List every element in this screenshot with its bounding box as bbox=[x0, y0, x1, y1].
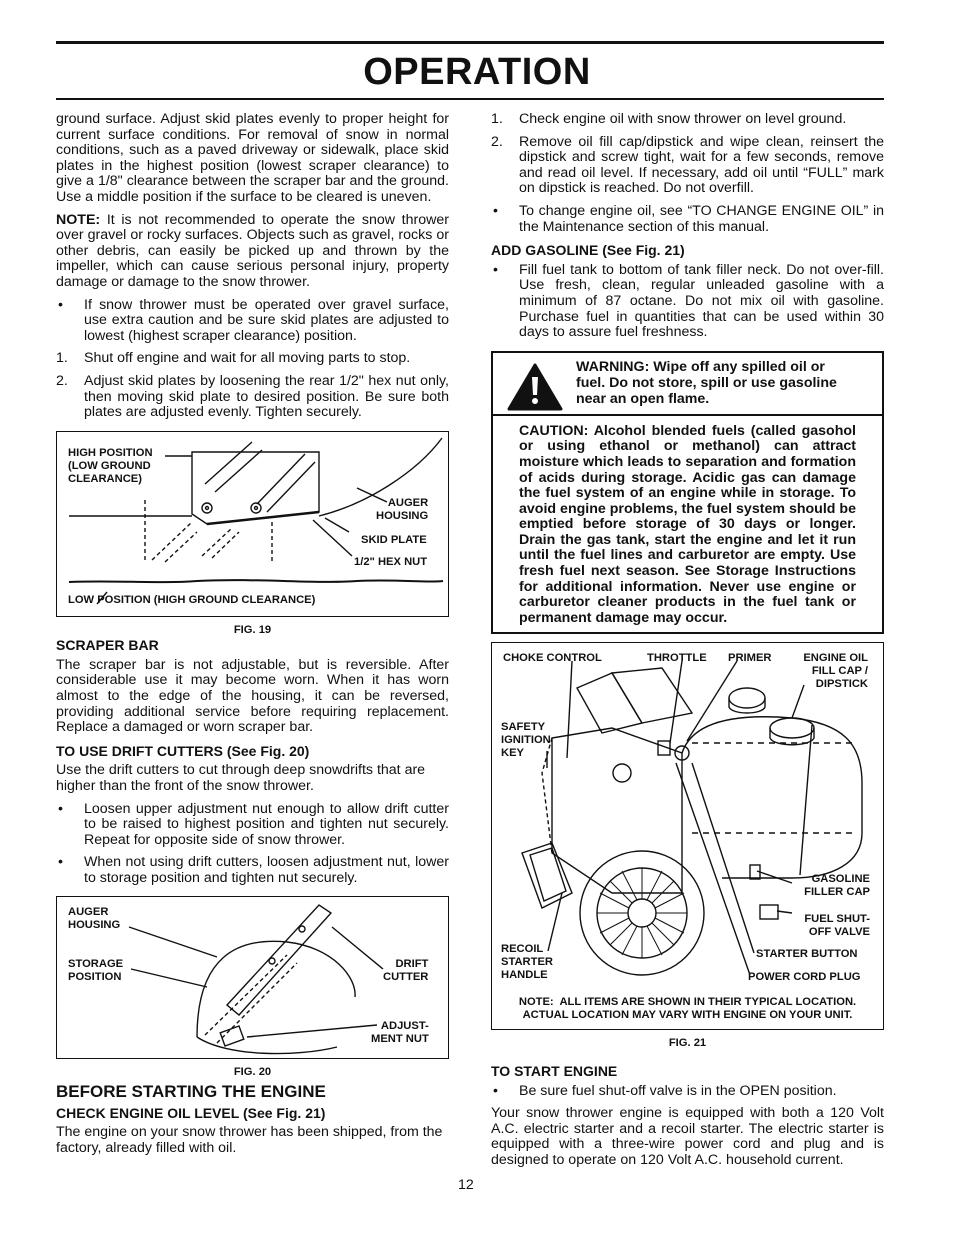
label-oil-fill-cap: ENGINE OIL FILL CAP / DIPSTICK bbox=[803, 652, 868, 691]
caution-text: CAUTION: Alcohol blended fuels (called gasohol or using ethanol or methanol) can attract moisture which leads to separation and formation of acids during storage. Acidic gas can damage the fuel system of an engine while in storage. To avoid engine problems, the fuel system should be emptied before storage of 30 days or longer. Drain the gas tank, start the engine and let it run until the fuel lines and carburetor are empty. Use fresh fuel next season. See Storage Instructions for additional information. Never use engine or carburetor cleaner products in the fuel tank or permanent damage may occur. bbox=[519, 422, 856, 626]
bullet-drift-lower: When not using drift cutters, loosen adjustment nut, lower to storage position and tighten nut securely. bbox=[84, 854, 449, 886]
check-oil-heading: CHECK ENGINE OIL LEVEL (See Fig. 21) bbox=[56, 1104, 326, 1121]
label-hex-nut: 1/2" HEX NUT bbox=[354, 555, 428, 568]
left-column bbox=[56, 112, 449, 1164]
figure-21 bbox=[491, 642, 884, 1030]
list-item: • Loosen upper adjustment nut enough to allow drift cutter to be raised to highest position and tighten nut securely. Repeat for opposite side of snow thrower. bbox=[58, 800, 449, 848]
figure-21-note: NOTE: ALL ITEMS ARE SHOWN IN THEIR TYPICAL LOCATION. ACTUAL LOCATION MAY VARY WITH ENGINE ON YOUR UNIT. bbox=[518, 996, 857, 1022]
list-item: • If snow thrower must be operated over gravel surface, use extra caution and be sure skid plates are adjusted to lowest (highest scraper clearance) position. bbox=[58, 296, 449, 344]
label-recoil-starter-handle: RECOIL STARTER HANDLE bbox=[501, 943, 553, 982]
scraper-bar-text: The scraper bar is not adjustable, but is reversible. After considerable use it may become worn. When it has worn almost to the edge of the housing, it can be reversed, providing additional service before requiring replacement. Replace a damaged or worn scraper bar. bbox=[56, 656, 449, 736]
figure-19-caption: FIG. 19 bbox=[233, 623, 272, 636]
header-rule-bottom bbox=[56, 98, 884, 100]
label-auger-housing: AUGER HOUSING bbox=[68, 905, 121, 931]
label-adjustment-nut: ADJUST- MENT NUT bbox=[371, 1019, 429, 1045]
note-text: It is not recommended to operate the snow thrower over gravel or rocky surfaces. Objects such as gravel, rocks or other debris, can easily be picked up and thrown by the impeller, which can cause serious personal injury, property damage or damage to the snow thrower. bbox=[56, 211, 449, 290]
step-number: 1. bbox=[491, 111, 503, 127]
list-item: • Be sure fuel shut-off valve is in the OPEN position. bbox=[493, 1082, 837, 1099]
warning-triangle-icon bbox=[507, 363, 563, 411]
step-text: Check engine oil with snow thrower on level ground. bbox=[519, 111, 847, 127]
label-storage-position: STORAGE POSITION bbox=[68, 957, 124, 983]
label-fuel-shutoff-valve: FUEL SHUT- OFF VALVE bbox=[804, 913, 870, 939]
check-oil-text: The engine on your snow thrower has been shipped, from the factory, already filled with oil. bbox=[56, 1124, 443, 1156]
label-auger-housing: AUGER HOUSING bbox=[376, 496, 429, 522]
figure-20 bbox=[56, 896, 449, 1059]
list-item: • When not using drift cutters, loosen adjustment nut, lower to storage position and tighten nut securely. bbox=[58, 854, 449, 886]
drift-cutters-heading: TO USE DRIFT CUTTERS (See Fig. 20) bbox=[56, 742, 310, 759]
paragraph-skid-plates: ground surface. Adjust skid plates evenly to proper height for current surface conditions. For removal of snow in normal conditions, such as a paved driveway or sidewalk, place skid plates in the highest position (lowest scraper clearance) to give a 1/8" clearance between the scraper bar and the ground. Use a middle position if the surface to be cleared is uneven. bbox=[56, 111, 449, 205]
drift-cutters-text: Use the drift cutters to cut through deep snowdrifts that are higher than the front of the snow thrower. bbox=[56, 762, 426, 795]
label-safety-ignition-key: SAFETY IGNITION KEY bbox=[501, 721, 551, 760]
bullet-fuel-valve-open: Be sure fuel shut-off valve is in the OPEN position. bbox=[519, 1082, 837, 1099]
right-column bbox=[491, 112, 884, 1176]
header-rule-top bbox=[56, 41, 884, 44]
label-drift-cutter: DRIFT CUTTER bbox=[383, 957, 429, 983]
warning-caution-box bbox=[491, 351, 884, 635]
label-low-position: LOW POSITION (HIGH GROUND CLEARANCE) bbox=[68, 593, 316, 606]
bullet-gravel: If snow thrower must be operated over gravel surface, use extra caution and be sure skid plates are adjusted to lowest (highest scraper clearance) position. bbox=[84, 296, 449, 344]
before-starting-heading: BEFORE STARTING THE ENGINE bbox=[56, 1082, 326, 1102]
bullet-drift-raise: Loosen upper adjustment nut enough to allow drift cutter to be raised to highest position and tighten nut securely. Repeat for opposite side of snow thrower. bbox=[84, 800, 449, 848]
figure-19 bbox=[56, 431, 449, 617]
page-title: OPERATION bbox=[363, 51, 591, 93]
list-item bbox=[56, 351, 449, 367]
list-item: • Fill fuel tank to bottom of tank filler neck. Do not over-fill. Use fresh, clean, regular unleaded gasoline with a minimum of 87 octane. Do not mix oil with gasoline. Purchase fuel in quantities that can be used within 30 days to assure fuel freshness. bbox=[493, 261, 884, 341]
step-number: 2. bbox=[491, 133, 503, 150]
label-high-position: HIGH POSITION (LOW GROUND CLEARANCE) bbox=[68, 446, 153, 485]
list-item bbox=[491, 112, 884, 128]
step-text: Shut off engine and wait for all moving parts to stop. bbox=[84, 350, 411, 367]
label-primer: PRIMER bbox=[728, 652, 772, 665]
start-engine-text: Your snow thrower engine is equipped with both a 120 Volt A.C. electric starter and a recoil starter. The electric starter is equipped with a three-wire power cord and plug and is designed to operate on 120 Volt A.C. household current. bbox=[491, 1105, 884, 1168]
list-item: • To change engine oil, see “TO CHANGE ENGINE OIL” in the Maintenance section of this manual. bbox=[493, 202, 884, 235]
bullet-fill-fuel: Fill fuel tank to bottom of tank filler neck. Do not over-fill. Use fresh, clean, regular unleaded gasoline with a minimum of 87 octane. Do not mix oil with gasoline. Purchase fuel in quantities that can be used within 30 days to assure fuel freshness. bbox=[519, 261, 884, 341]
label-power-cord-plug: POWER CORD PLUG bbox=[748, 971, 861, 984]
bullet-change-oil: To change engine oil, see “TO CHANGE ENGINE OIL” in the Maintenance section of this manual. bbox=[519, 202, 884, 235]
list-item bbox=[491, 135, 884, 197]
label-starter-button: STARTER BUTTON bbox=[756, 948, 858, 961]
warning-text: WARNING: Wipe off any spilled oil or fuel. Do not store, spill or use gasoline near an open flame. bbox=[576, 358, 837, 407]
label-throttle: THROTTLE bbox=[647, 652, 707, 665]
add-gasoline-heading: ADD GASOLINE (See Fig. 21) bbox=[491, 242, 685, 259]
warning-section bbox=[493, 353, 882, 416]
figure-20-caption: FIG. 20 bbox=[233, 1065, 272, 1078]
step-number: 1. bbox=[56, 350, 68, 367]
page-number: 12 bbox=[458, 1177, 474, 1193]
list-item bbox=[56, 374, 449, 421]
label-gasoline-filler-cap: GASOLINE FILLER CAP bbox=[804, 873, 870, 899]
label-skid-plate: SKID PLATE bbox=[361, 533, 427, 546]
start-engine-heading: TO START ENGINE bbox=[491, 1063, 618, 1080]
note-label: NOTE: bbox=[56, 211, 101, 228]
note-paragraph bbox=[56, 213, 449, 291]
step-text: Remove oil fill cap/dipstick and wipe clean, reinsert the dipstick and screw tight, wait for a few seconds, remove and read oil level. If necessary, add oil until “FULL” mark on dipstick is reached. Do not overfill. bbox=[519, 133, 884, 197]
scraper-bar-heading: SCRAPER BAR bbox=[56, 637, 159, 654]
step-number: 2. bbox=[56, 372, 68, 389]
figure-21-caption: FIG. 21 bbox=[668, 1037, 707, 1050]
step-text: Adjust skid plates by loosening the rear 1/2" hex nut only, then moving skid plate to desired position. Be sure both plates are adjusted evenly. Tighten securely. bbox=[84, 372, 449, 421]
label-choke-control: CHOKE CONTROL bbox=[503, 652, 602, 665]
